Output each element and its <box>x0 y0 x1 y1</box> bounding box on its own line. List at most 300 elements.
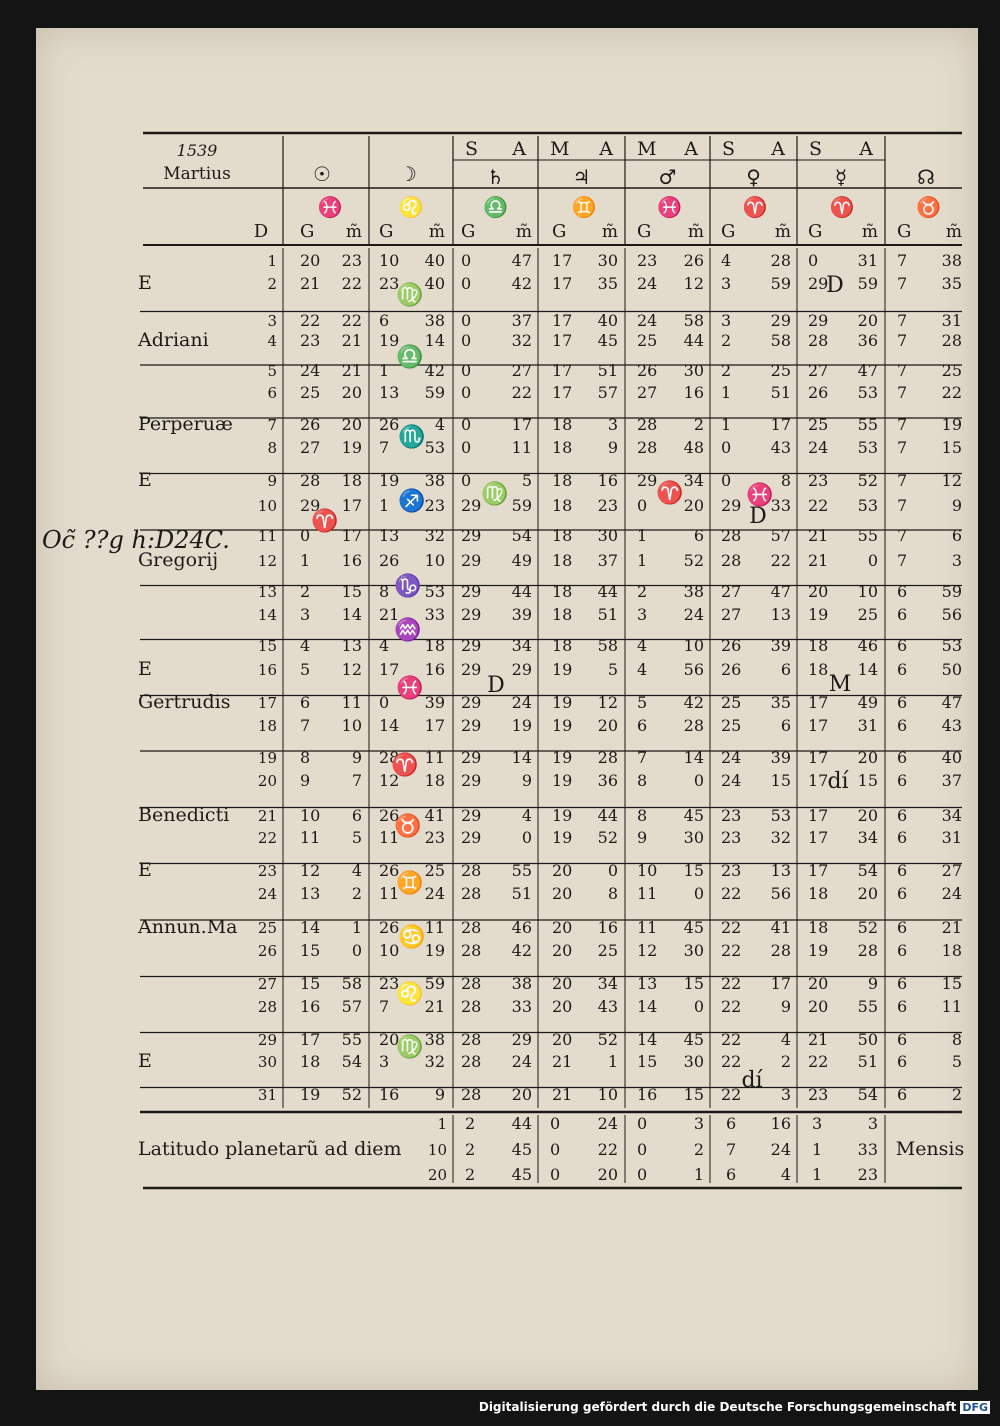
table-value: 14 <box>424 331 445 350</box>
table-value: 51 <box>511 884 532 903</box>
table-value: 7 <box>897 526 908 545</box>
minute-unit-label: m̃ <box>515 222 532 242</box>
table-value: 57 <box>341 997 362 1016</box>
table-value: 28 <box>637 438 658 457</box>
table-value: 19 <box>552 828 573 847</box>
table-value: 45 <box>683 806 704 825</box>
table-value: 6 <box>897 605 908 624</box>
table-value: 19 <box>552 660 573 679</box>
table-value: 19 <box>808 605 829 624</box>
day-number: 20 <box>257 772 277 790</box>
sun-symbol: ☉ <box>313 162 331 186</box>
table-value: 53 <box>941 636 962 655</box>
table-value: 44 <box>597 582 618 601</box>
table-value: 21 <box>341 331 362 350</box>
table-value: 17 <box>511 415 532 434</box>
table-value: 3 <box>951 551 962 570</box>
table-value: 18 <box>341 471 362 490</box>
day-number: 15 <box>257 637 277 655</box>
table-value: 9 <box>637 828 648 847</box>
latitude-value: 0 <box>550 1140 561 1159</box>
table-value: 6 <box>897 1085 908 1104</box>
table-value: 3 <box>721 311 732 330</box>
table-value: 26 <box>683 251 704 270</box>
table-value: 19 <box>300 1085 321 1104</box>
inline-zodiac-mark: ♓ <box>396 676 424 701</box>
table-value: 6 <box>897 861 908 880</box>
table-value: 20 <box>683 496 704 515</box>
table-value: 14 <box>379 716 400 735</box>
latitude-value: 1 <box>693 1165 704 1184</box>
table-value: 28 <box>300 471 321 490</box>
table-value: 15 <box>941 974 962 993</box>
table-value: 10 <box>683 636 704 655</box>
planet-letter: A <box>684 138 698 160</box>
table-value: 22 <box>721 1030 742 1049</box>
table-value: 53 <box>770 806 791 825</box>
table-value: 18 <box>552 526 573 545</box>
table-value: 29 <box>461 582 482 601</box>
table-value: 11 <box>941 997 962 1016</box>
table-value: 1 <box>637 551 648 570</box>
table-value: 19 <box>552 748 573 767</box>
table-value: 24 <box>511 693 532 712</box>
degree-unit-label: G <box>300 221 315 242</box>
table-value: 23 <box>808 1085 829 1104</box>
table-value: 8 <box>951 1030 962 1049</box>
table-value: 25 <box>721 693 742 712</box>
table-value: 30 <box>683 941 704 960</box>
table-value: 24 <box>808 438 829 457</box>
table-value: 20 <box>511 1085 532 1104</box>
table-value: 29 <box>461 806 482 825</box>
day-number: 2 <box>267 275 277 293</box>
table-value: 26 <box>379 806 400 825</box>
table-value: 37 <box>597 551 618 570</box>
latitude-side-label: Mensis <box>895 1138 965 1160</box>
table-value: 59 <box>770 274 791 293</box>
table-value: 22 <box>808 1052 829 1071</box>
table-value: 14 <box>637 1030 658 1049</box>
day-number: 30 <box>257 1053 277 1071</box>
table-value: 6 <box>897 884 908 903</box>
table-value: 6 <box>897 941 908 960</box>
feast-day-label: Adriani <box>138 329 209 351</box>
latitude-day: 10 <box>427 1141 447 1159</box>
latitude-value: 16 <box>770 1114 791 1133</box>
table-value: 0 <box>521 828 532 847</box>
table-value: 1 <box>607 1052 618 1071</box>
table-value: 9 <box>300 771 311 790</box>
table-value: 58 <box>770 331 791 350</box>
table-value: 54 <box>857 1085 878 1104</box>
table-value: 21 <box>341 361 362 380</box>
table-value: 18 <box>552 471 573 490</box>
latitude-value: 20 <box>597 1165 618 1184</box>
day-number: 5 <box>267 362 277 380</box>
table-value: 9 <box>521 771 532 790</box>
zodiac-sign-header: ♉ <box>916 195 941 219</box>
day-number: 25 <box>257 919 277 937</box>
table-value: 7 <box>897 311 908 330</box>
table-value: 17 <box>300 1030 321 1049</box>
table-value: 18 <box>552 551 573 570</box>
minute-unit-label: m̃ <box>774 222 791 242</box>
table-value: 26 <box>379 861 400 880</box>
table-value: 0 <box>461 331 472 350</box>
table-value: 19 <box>552 716 573 735</box>
table-value: 29 <box>461 636 482 655</box>
day-number: 21 <box>257 807 277 825</box>
minute-unit-label: m̃ <box>687 222 704 242</box>
table-value: 36 <box>597 771 618 790</box>
day-number: 12 <box>257 552 277 570</box>
table-value: 8 <box>300 748 311 767</box>
table-value: 7 <box>897 415 908 434</box>
table-value: 2 <box>351 884 362 903</box>
table-value: 31 <box>941 828 962 847</box>
table-value: 58 <box>683 311 704 330</box>
table-value: 16 <box>424 660 445 679</box>
table-value: 11 <box>300 828 321 847</box>
table-value: 28 <box>461 861 482 880</box>
table-value: 0 <box>461 274 472 293</box>
table-value: 30 <box>683 1052 704 1071</box>
table-value: 16 <box>637 1085 658 1104</box>
latitude-value: 1 <box>812 1165 823 1184</box>
table-value: 23 <box>808 471 829 490</box>
table-value: 49 <box>857 693 878 712</box>
table-value: 2 <box>780 1052 791 1071</box>
day-number: 19 <box>257 749 277 767</box>
inline-zodiac-mark: dí <box>827 769 849 794</box>
latitude-value: 22 <box>597 1140 618 1159</box>
day-number: 10 <box>257 497 277 515</box>
inline-zodiac-mark: ♋ <box>398 925 426 950</box>
table-value: 11 <box>424 748 445 767</box>
table-value: 20 <box>341 383 362 402</box>
year-label: 1539 <box>176 141 218 160</box>
table-value: 38 <box>941 251 962 270</box>
table-value: 18 <box>424 636 445 655</box>
table-value: 40 <box>424 251 445 270</box>
table-value: 18 <box>808 884 829 903</box>
planet-letter: S <box>465 138 479 160</box>
zodiac-sign-header: ♎ <box>483 195 508 219</box>
table-value: 26 <box>300 415 321 434</box>
day-number: 18 <box>257 717 277 735</box>
table-value: 18 <box>552 582 573 601</box>
table-value: 27 <box>941 861 962 880</box>
table-value: 9 <box>607 438 618 457</box>
day-number: 9 <box>267 472 277 490</box>
latitude-value: 2 <box>465 1140 476 1159</box>
table-value: 10 <box>341 716 362 735</box>
table-value: 22 <box>511 383 532 402</box>
table-value: 28 <box>721 551 742 570</box>
table-value: 28 <box>808 331 829 350</box>
table-value: 23 <box>341 251 362 270</box>
table-value: 15 <box>683 1085 704 1104</box>
table-value: 31 <box>857 251 878 270</box>
table-value: 24 <box>424 884 445 903</box>
table-value: 29 <box>461 716 482 735</box>
ephemeris-table <box>36 28 978 1390</box>
table-value: 5 <box>607 660 618 679</box>
table-value: 23 <box>424 496 445 515</box>
table-value: 25 <box>941 361 962 380</box>
table-value: 40 <box>424 274 445 293</box>
table-value: 20 <box>552 918 573 937</box>
table-value: 18 <box>808 660 829 679</box>
table-value: 12 <box>379 771 400 790</box>
table-value: 21 <box>300 274 321 293</box>
planet-symbol: ♃ <box>572 165 591 189</box>
table-value: 14 <box>857 660 878 679</box>
table-value: 16 <box>597 471 618 490</box>
table-value: 10 <box>597 1085 618 1104</box>
table-value: 51 <box>597 361 618 380</box>
planet-letter: A <box>859 138 873 160</box>
table-value: 0 <box>351 941 362 960</box>
table-value: 9 <box>780 997 791 1016</box>
table-value: 43 <box>770 438 791 457</box>
table-value: 10 <box>857 582 878 601</box>
table-value: 17 <box>552 331 573 350</box>
table-value: 17 <box>379 660 400 679</box>
table-value: 13 <box>379 383 400 402</box>
table-value: 17 <box>552 311 573 330</box>
table-value: 28 <box>379 748 400 767</box>
table-value: 54 <box>857 861 878 880</box>
table-value: 29 <box>461 693 482 712</box>
table-value: 29 <box>461 551 482 570</box>
table-value: 0 <box>461 361 472 380</box>
table-value: 33 <box>424 605 445 624</box>
zodiac-sign-header: ♓ <box>657 195 682 219</box>
table-value: 56 <box>770 884 791 903</box>
table-value: 42 <box>683 693 704 712</box>
table-value: 6 <box>897 997 908 1016</box>
table-value: 55 <box>857 526 878 545</box>
inline-zodiac-mark: ♑ <box>394 574 422 599</box>
table-value: 55 <box>857 997 878 1016</box>
feast-day-label: Gregorij <box>138 549 219 571</box>
minute-unit-label: m̃ <box>428 222 445 242</box>
table-value: 25 <box>424 861 445 880</box>
table-value: 5 <box>637 693 648 712</box>
table-value: 17 <box>552 361 573 380</box>
table-value: 18 <box>300 1052 321 1071</box>
table-value: 27 <box>721 605 742 624</box>
table-value: 6 <box>897 636 908 655</box>
table-value: 0 <box>379 693 390 712</box>
table-value: 24 <box>511 1052 532 1071</box>
table-value: 55 <box>511 861 532 880</box>
table-value: 29 <box>300 496 321 515</box>
table-value: 19 <box>379 471 400 490</box>
planet-letter: S <box>722 138 736 160</box>
minute-unit-label: m̃ <box>945 222 962 242</box>
table-value: 0 <box>637 496 648 515</box>
zodiac-sign-header: ♈ <box>829 195 855 219</box>
latitude-value: 45 <box>511 1165 532 1184</box>
latitude-value: 1 <box>812 1140 823 1159</box>
table-value: 23 <box>721 861 742 880</box>
table-value: 2 <box>721 361 732 380</box>
table-value: 46 <box>511 918 532 937</box>
table-value: 43 <box>941 716 962 735</box>
table-value: 3 <box>379 1052 390 1071</box>
table-value: 8 <box>637 806 648 825</box>
table-value: 1 <box>637 526 648 545</box>
table-value: 30 <box>597 251 618 270</box>
table-value: 22 <box>721 1052 742 1071</box>
degree-unit-label: G <box>808 221 823 242</box>
table-value: 16 <box>341 551 362 570</box>
table-value: 18 <box>552 438 573 457</box>
table-value: 28 <box>857 941 878 960</box>
book-page <box>36 28 978 1390</box>
table-value: 27 <box>511 361 532 380</box>
table-value: 23 <box>424 828 445 847</box>
table-value: 20 <box>552 974 573 993</box>
table-value: 34 <box>597 974 618 993</box>
inline-zodiac-mark: ♏ <box>398 425 426 450</box>
table-value: 19 <box>552 806 573 825</box>
degree-unit-label: G <box>721 221 736 242</box>
latitude-value: 3 <box>812 1114 823 1133</box>
table-value: 28 <box>461 974 482 993</box>
table-value: 6 <box>897 716 908 735</box>
table-value: 53 <box>857 438 878 457</box>
table-value: 12 <box>597 693 618 712</box>
table-value: 26 <box>379 551 400 570</box>
table-value: 32 <box>424 526 445 545</box>
table-value: 17 <box>808 806 829 825</box>
table-value: 29 <box>461 526 482 545</box>
table-value: 0 <box>461 415 472 434</box>
table-value: 26 <box>721 660 742 679</box>
table-value: 58 <box>341 974 362 993</box>
table-value: 13 <box>637 974 658 993</box>
table-value: 21 <box>379 605 400 624</box>
table-value: 0 <box>461 471 472 490</box>
day-number: 28 <box>257 998 277 1016</box>
table-value: 1 <box>379 496 390 515</box>
table-value: 7 <box>897 383 908 402</box>
table-value: 6 <box>780 716 791 735</box>
table-value: 7 <box>897 361 908 380</box>
degree-unit-label: G <box>552 221 567 242</box>
table-value: 17 <box>808 771 829 790</box>
table-value: 20 <box>808 997 829 1016</box>
table-value: 13 <box>341 636 362 655</box>
table-value: 28 <box>597 748 618 767</box>
table-value: 7 <box>897 471 908 490</box>
inline-zodiac-mark: ♓ <box>746 483 774 508</box>
table-value: 59 <box>511 496 532 515</box>
table-value: 50 <box>857 1030 878 1049</box>
table-value: 20 <box>857 748 878 767</box>
table-value: 17 <box>808 748 829 767</box>
table-value: 6 <box>693 526 704 545</box>
zodiac-sign-header: ♓ <box>317 195 343 219</box>
table-value: 46 <box>857 636 878 655</box>
table-value: 47 <box>770 582 791 601</box>
table-value: 20 <box>552 861 573 880</box>
table-value: 22 <box>770 551 791 570</box>
day-number: 26 <box>257 942 277 960</box>
day-column-header: D <box>253 221 269 242</box>
table-value: 43 <box>597 997 618 1016</box>
table-value: 59 <box>857 274 878 293</box>
table-value: 15 <box>300 941 321 960</box>
latitude-value: 2 <box>465 1165 476 1184</box>
table-value: 56 <box>683 660 704 679</box>
table-value: 0 <box>693 771 704 790</box>
table-value: 0 <box>721 438 732 457</box>
table-value: 36 <box>857 331 878 350</box>
table-value: 4 <box>721 251 732 270</box>
table-value: 18 <box>424 771 445 790</box>
table-value: 45 <box>683 1030 704 1049</box>
table-value: 3 <box>780 1085 791 1104</box>
table-value: 40 <box>597 311 618 330</box>
table-value: 1 <box>379 361 390 380</box>
table-value: 58 <box>597 636 618 655</box>
table-value: 29 <box>637 471 658 490</box>
inline-zodiac-mark: D <box>487 673 505 698</box>
table-value: 41 <box>424 806 445 825</box>
table-value: 20 <box>552 941 573 960</box>
day-number: 24 <box>257 885 277 903</box>
table-value: 29 <box>808 311 829 330</box>
table-value: 59 <box>941 582 962 601</box>
table-value: 18 <box>552 415 573 434</box>
feast-day-label: Perperuæ <box>138 413 233 435</box>
table-value: 6 <box>897 660 908 679</box>
table-value: 29 <box>808 274 829 293</box>
day-number: 4 <box>267 332 277 350</box>
minute-unit-label: m̃ <box>601 222 618 242</box>
table-value: 25 <box>721 716 742 735</box>
table-value: 9 <box>951 496 962 515</box>
table-value: 54 <box>511 526 532 545</box>
table-value: 44 <box>683 331 704 350</box>
table-value: 21 <box>552 1085 573 1104</box>
feast-day-label: Gertrudis <box>138 691 231 713</box>
table-value: 44 <box>597 806 618 825</box>
table-value: 7 <box>300 716 311 735</box>
table-value: 3 <box>721 274 732 293</box>
inline-zodiac-mark: ♍ <box>396 1035 424 1060</box>
table-value: 6 <box>897 918 908 937</box>
table-value: 39 <box>424 693 445 712</box>
table-value: 10 <box>424 551 445 570</box>
table-value: 27 <box>721 582 742 601</box>
table-value: 38 <box>424 311 445 330</box>
table-value: 0 <box>693 997 704 1016</box>
table-value: 7 <box>897 496 908 515</box>
table-value: 0 <box>808 251 819 270</box>
table-value: 55 <box>857 415 878 434</box>
table-value: 6 <box>780 660 791 679</box>
table-value: 37 <box>941 771 962 790</box>
table-value: 42 <box>424 361 445 380</box>
latitude-value: 23 <box>857 1165 878 1184</box>
table-value: 57 <box>597 383 618 402</box>
